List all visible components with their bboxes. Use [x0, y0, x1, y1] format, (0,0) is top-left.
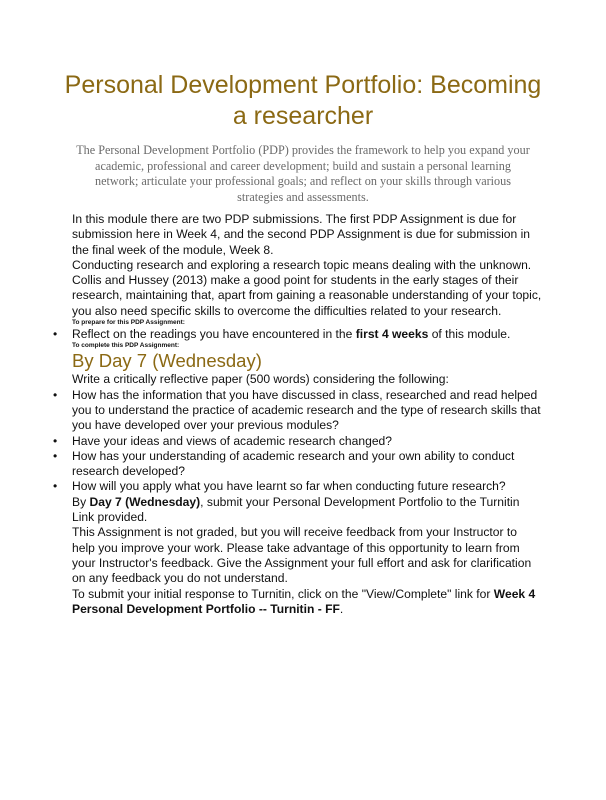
bullet-icon: • — [53, 387, 58, 402]
research-paragraph: Conducting research and exploring a research topic means dealing with the unknown. Collis and Hussey (2013) make a good point for students in the early stages of their research, maintaining that, apart from gaining a reasonable understanding of your topic, you also need specific skills to overcome the difficulties related to your research. — [72, 257, 542, 318]
turnitin-text-after: . — [339, 601, 344, 616]
questions-list — [53, 387, 542, 495]
prepare-label: To prepare for this PDP Assignment: — [72, 319, 185, 327]
section-heading: By Day 7 (Wednesday) — [72, 350, 262, 372]
bullet-icon: • — [53, 433, 58, 448]
feedback-paragraph: This Assignment is not graded, but you will receive feedback from your Instructor to help you improve your work. Please take advantage of this opportunity to learn from your Instructor's feedback. Give the Assignment your full effort and ask for clarification on any feedback you do not understand. — [72, 525, 532, 586]
turnitin-link-name: Week 4 Personal Development Portfolio -- Turnitin - FF — [72, 586, 536, 616]
document-body — [53, 212, 542, 617]
intro-paragraph: The Personal Development Portfolio (PDP) provides the framework to help you expand your academic, professional and career development; build and sustain a personal learning network; articulate your professional goals; and reflect on your skills through various strategies and assessments. — [76, 143, 530, 204]
submit-text-bold: Day 7 (Wednesday) — [89, 494, 201, 509]
prepare-text-bold: first 4 weeks — [355, 327, 429, 342]
prepare-item — [53, 327, 542, 342]
turnitin-text-before: To submit your initial response to Turnitin, click on the "View/Complete" link for — [72, 586, 494, 601]
submit-text-after: , submit your Personal Development Portfolio to the Turnitin Link provided. — [72, 494, 520, 525]
question-text: Have your ideas and views of academic research changed? — [72, 433, 392, 448]
page-title: Personal Development Portfolio: Becoming a researcher — [64, 71, 542, 130]
submissions-paragraph: In this module there are two PDP submissions. The first PDP Assignment is due for submission here in Week 4, and the second PDP Assignment is due for submission in the final week of the module, Week 8. — [72, 212, 531, 257]
submit-paragraph — [72, 495, 542, 526]
list-item — [53, 433, 542, 449]
list-item — [53, 448, 542, 480]
prepare-text-after: of this module. — [428, 327, 511, 342]
list-item — [53, 387, 542, 434]
submit-text-before: By — [72, 494, 90, 509]
bullet-icon: • — [53, 448, 58, 463]
prepare-text-before: Reflect on the readings you have encountered in the — [72, 327, 356, 342]
turnitin-paragraph — [72, 587, 542, 618]
question-text: How has the information that you have discussed in class, researched and read helped you to understand the practice of academic research and the type of research skills that you have developed over your previous modules? — [72, 387, 541, 433]
bullet-icon: • — [53, 479, 58, 494]
write-intro: Write a critically reflective paper (500 words) considering the following: — [72, 372, 449, 387]
list-item — [53, 479, 542, 494]
bullet-icon: • — [53, 327, 58, 342]
complete-label: To complete this PDP Assignment: — [72, 342, 180, 350]
question-text: How will you apply what you have learnt so far when conducting future research? — [72, 479, 506, 494]
prepare-list — [53, 327, 542, 342]
question-text: How has your understanding of academic research and your own ability to conduct research developed? — [72, 448, 515, 479]
